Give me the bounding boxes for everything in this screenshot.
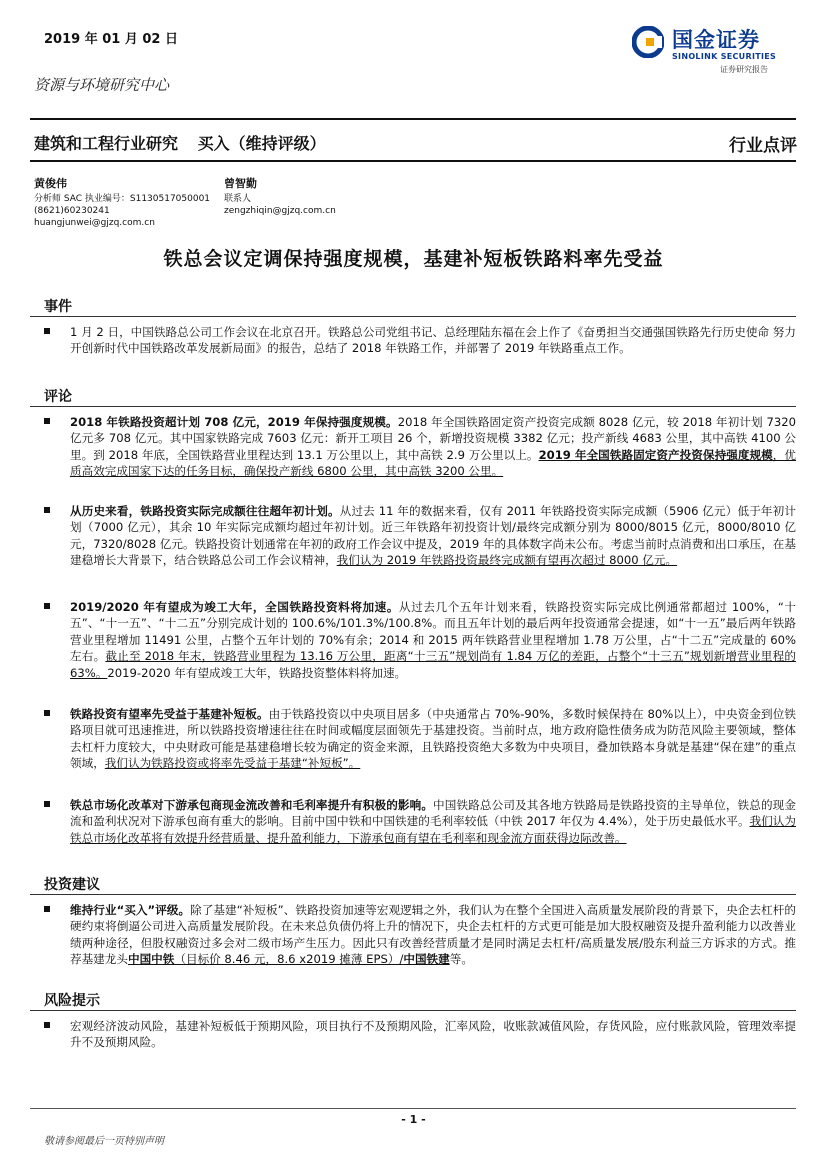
bullet-lead: 从历史来看，铁路投资实际完成额往往超年初计划。 bbox=[70, 504, 340, 518]
sinolink-logo-icon bbox=[632, 26, 664, 58]
analyst-role: 联系人 bbox=[224, 194, 252, 204]
section-title-comment: 评论 bbox=[44, 389, 72, 405]
comment-bullet-5 bbox=[44, 797, 796, 846]
target-price: （目标价 8.46 元，8.6 x2019 摊薄 EPS）/ bbox=[174, 952, 404, 967]
section-divider bbox=[30, 1010, 796, 1011]
bullet-tail: 等。 bbox=[449, 952, 473, 967]
bullet-text bbox=[70, 797, 796, 846]
event-bullet bbox=[44, 324, 796, 357]
bullet-lead: 2019/2020 年有望成为竣工大年，全国铁路投资料将加速。 bbox=[70, 600, 400, 614]
bullet-body: 2018 年全国铁路固定资产投资完成额 8028 亿元，较 2018 年初计划 7320 亿元多 708 亿元。其中国家铁路完成 7603 亿元：新开工项目 26 个，新增投资规模 3382 亿元；投产新线 4683 公里，其中高铁 4100 公里。到 2018 年底，全国铁路营业里程达到 13.1 万公里以上，其中高铁 2.9 万公里以上。 bbox=[70, 415, 796, 462]
bullet-body: 由于铁路投资以中央项目居多（中央通常占 70%-90%，多数时候保持在 80%以上），中央资金到位铁路项目就可迅速推进，所以铁路投资增速往往在时间或幅度层面领先于基建投资。当前时点，地方政府隐性债务成为防范风险主要领域，整体去杠杆力度较大，中央财政可能是基建稳增长较为确定的资金来源，且铁路投资绝大多数为中央项目，叠加铁路本身就是基建“保在建”的重点领域， bbox=[70, 707, 796, 771]
section-title-risk: 风险提示 bbox=[44, 993, 100, 1009]
comment-bullet-3 bbox=[44, 599, 796, 681]
stock-pick-crec: 中国中铁 bbox=[127, 952, 175, 967]
bullet-square-icon bbox=[44, 906, 50, 912]
bullet-underline: 我们认为铁路投资或将率先受益于基建“补短板”。 bbox=[104, 756, 361, 771]
bullet-body: 从过去 11 年的数据来看，仅有 2011 年铁路投资实际完成额（5906 亿元）低于年初计划（7000 亿元），其余 10 年实际完成额均超过年初计划。近三年铁路年初投资计划/最终完成额分别为 8000/8015 亿元，8000/8010 亿元，7320/8028 亿元。铁路投资计划通常在年初的政府工作会议中提及，2019 年的具体数字尚未公布。考虑当前时点消费和出口承压，在基建稳增长大背景下，结合铁路总公司工作会议精神， bbox=[70, 504, 796, 568]
company-logo bbox=[632, 24, 792, 76]
bullet-square-icon bbox=[44, 801, 50, 807]
analyst-name: 黄俊伟 bbox=[34, 177, 67, 190]
report-date: 2019 年 01 月 02 日 bbox=[44, 32, 178, 47]
bullet-underline: ，优质高效完成国家下达的任务目标，确保投产新线 6800 公里，其中高铁 3200 公里。 bbox=[70, 447, 796, 479]
risk-bullet bbox=[44, 1018, 796, 1051]
report-title: 建筑和工程行业研究 bbox=[34, 134, 179, 153]
bullet-lead: 铁总市场化改革对下游承包商现金流改善和毛利率提升有积极的影响。 bbox=[70, 798, 434, 812]
logo-subtitle: 证券研究报告 bbox=[720, 65, 768, 74]
bullet-text: 1 月 2 日，中国铁路总公司工作会议在北京召开。铁路总公司党组书记、总经理陆东福在会上作了《奋勇担当交通强国铁路先行历史使命 努力开创新时代中国铁路改革发展新局面》的报告，总结了 2018 年铁路工作，并部署了 2019 年铁路重点工作。 bbox=[70, 325, 796, 356]
analyst-name: 曾智勤 bbox=[224, 177, 257, 190]
page-number: - 1 - bbox=[401, 1113, 426, 1126]
bullet-text bbox=[70, 902, 796, 968]
report-type: 行业点评 bbox=[729, 136, 797, 156]
bullet-square-icon bbox=[44, 1022, 50, 1028]
bullet-lead: 维持行业“买入”评级。 bbox=[70, 903, 191, 917]
bullet-square-icon bbox=[44, 418, 50, 424]
section-divider bbox=[30, 894, 796, 895]
bullet-text bbox=[70, 414, 796, 480]
logo-english: SINOLINK SECURITIES bbox=[672, 52, 777, 61]
main-title: 铁总会议定调保持强度规模，基建补短板铁路料率先受益 bbox=[163, 248, 664, 270]
disclaimer-note: 敬请参阅最后一页特别声明 bbox=[44, 1136, 164, 1147]
bullet-square-icon bbox=[44, 507, 50, 513]
bullet-emphasis: 2019 年全国铁路固定资产投资保持强度规模 bbox=[538, 447, 773, 462]
analyst-email[interactable]: zengzhiqin@gjzq.com.cn bbox=[224, 206, 336, 216]
bullet-lead: 2018 年铁路投资超计划 708 亿元，2019 年保持强度规模。 bbox=[70, 415, 398, 429]
comment-bullet-2 bbox=[44, 503, 796, 569]
bullet-text: 宏观经济波动风险，基建补短板低于预期风险，项目执行不及预期风险，汇率风险，收账款减值风险，存货风险，应付账款风险，管理效率提升不及预期风险。 bbox=[70, 1019, 796, 1050]
bullet-text bbox=[70, 706, 796, 772]
report-header bbox=[34, 131, 340, 154]
bullet-underline: 我们认为铁总市场化改革将有效提升经营质量、提升盈利能力，下游承包商有望在毛利率和现金流方面获得边际改善。 bbox=[70, 814, 796, 845]
bullet-square-icon bbox=[44, 328, 50, 334]
footer-divider bbox=[30, 1108, 796, 1109]
bullet-text bbox=[70, 503, 796, 569]
bullet-body: 从过去几个五年计划来看，铁路投资实际完成比例通常都超过 100%，“十五”、“十一五”、“十二五”分别完成计划的 100.6%/101.3%/100.8%。而且五年计划的最后两年投资通常会提速，如“十一五”最后两年铁路营业里程增加 11491 公里，占整个五年计划的 70%有余；2014 和 2015 两年铁路营业里程增加 1.78 万公里，占“十二五”完成量的 60%左右。 bbox=[70, 600, 797, 664]
bullet-square-icon bbox=[44, 603, 50, 609]
logo-name: 国金证券 bbox=[672, 28, 760, 52]
department: 资源与环境研究中心 bbox=[34, 76, 170, 94]
section-divider bbox=[30, 406, 796, 407]
analyst-phone: (8621)60230241 bbox=[34, 206, 110, 216]
comment-bullet-4 bbox=[44, 706, 796, 772]
bullet-square-icon bbox=[44, 710, 50, 716]
bullet-body: 中国铁路总公司及其各地方铁路局是铁路投资的主导单位，铁总的现金流和盈利状况对下游承包商有重大的影响。目前中国中铁和中国铁建的毛利率较低（中铁 2017 年仅为 4.4%），处于历史最低水平。 bbox=[70, 798, 796, 829]
rating: 买入（维持评级） bbox=[197, 134, 326, 153]
analyst-2 bbox=[224, 178, 336, 217]
bullet-underline: 我们认为 2019 年铁路投资最终完成额有望再次超过 8000 亿元。 bbox=[336, 553, 678, 568]
analyst-sac: 分析师 SAC 执业编号：S1130517050001 bbox=[34, 194, 211, 204]
advice-bullet bbox=[44, 902, 796, 968]
section-title-event: 事件 bbox=[44, 299, 72, 315]
analyst-1 bbox=[34, 178, 210, 229]
bullet-body: 除了基建“补短板”、铁路投资加速等宏观逻辑之外，我们认为在整个全国进入高质量发展阶段的背景下，央企去杠杆的硬约束将倒逼公司进入高质量发展阶段。在未来总负债仍将上升的情况下，央企去杠杆的方式更可能是加大股权融资及提升盈利能力以改善业绩两种途径，但股权融资过多会对二级市场产生压力。因此只有改善经营质量才是同时满足去杠杆/高质量发展/股东利益三方诉求的方式。推荐基建龙头 bbox=[70, 903, 796, 967]
bullet-lead: 铁路投资有望率先受益于基建补短板。 bbox=[70, 707, 269, 721]
section-title-advice: 投资建议 bbox=[44, 877, 100, 893]
analyst-email[interactable]: huangjunwei@gjzq.com.cn bbox=[34, 218, 155, 228]
bullet-underline: 截止至 2018 年末，铁路营业里程为 13.16 万公里，距离“十三五”规划尚有 1.84 万亿的差距，占整个“十三五”规划新增营业里程的 63%。 bbox=[70, 649, 796, 680]
stock-pick-crcc: 中国铁建 bbox=[403, 952, 450, 967]
comment-bullet-1 bbox=[44, 414, 796, 480]
bullet-tail: 2019-2020 年有望成竣工大年，铁路投资整体料将加速。 bbox=[107, 665, 407, 680]
header-divider-bottom bbox=[30, 160, 796, 162]
bullet-text bbox=[70, 599, 796, 681]
header-divider-top bbox=[30, 118, 796, 120]
section-divider bbox=[30, 316, 796, 317]
